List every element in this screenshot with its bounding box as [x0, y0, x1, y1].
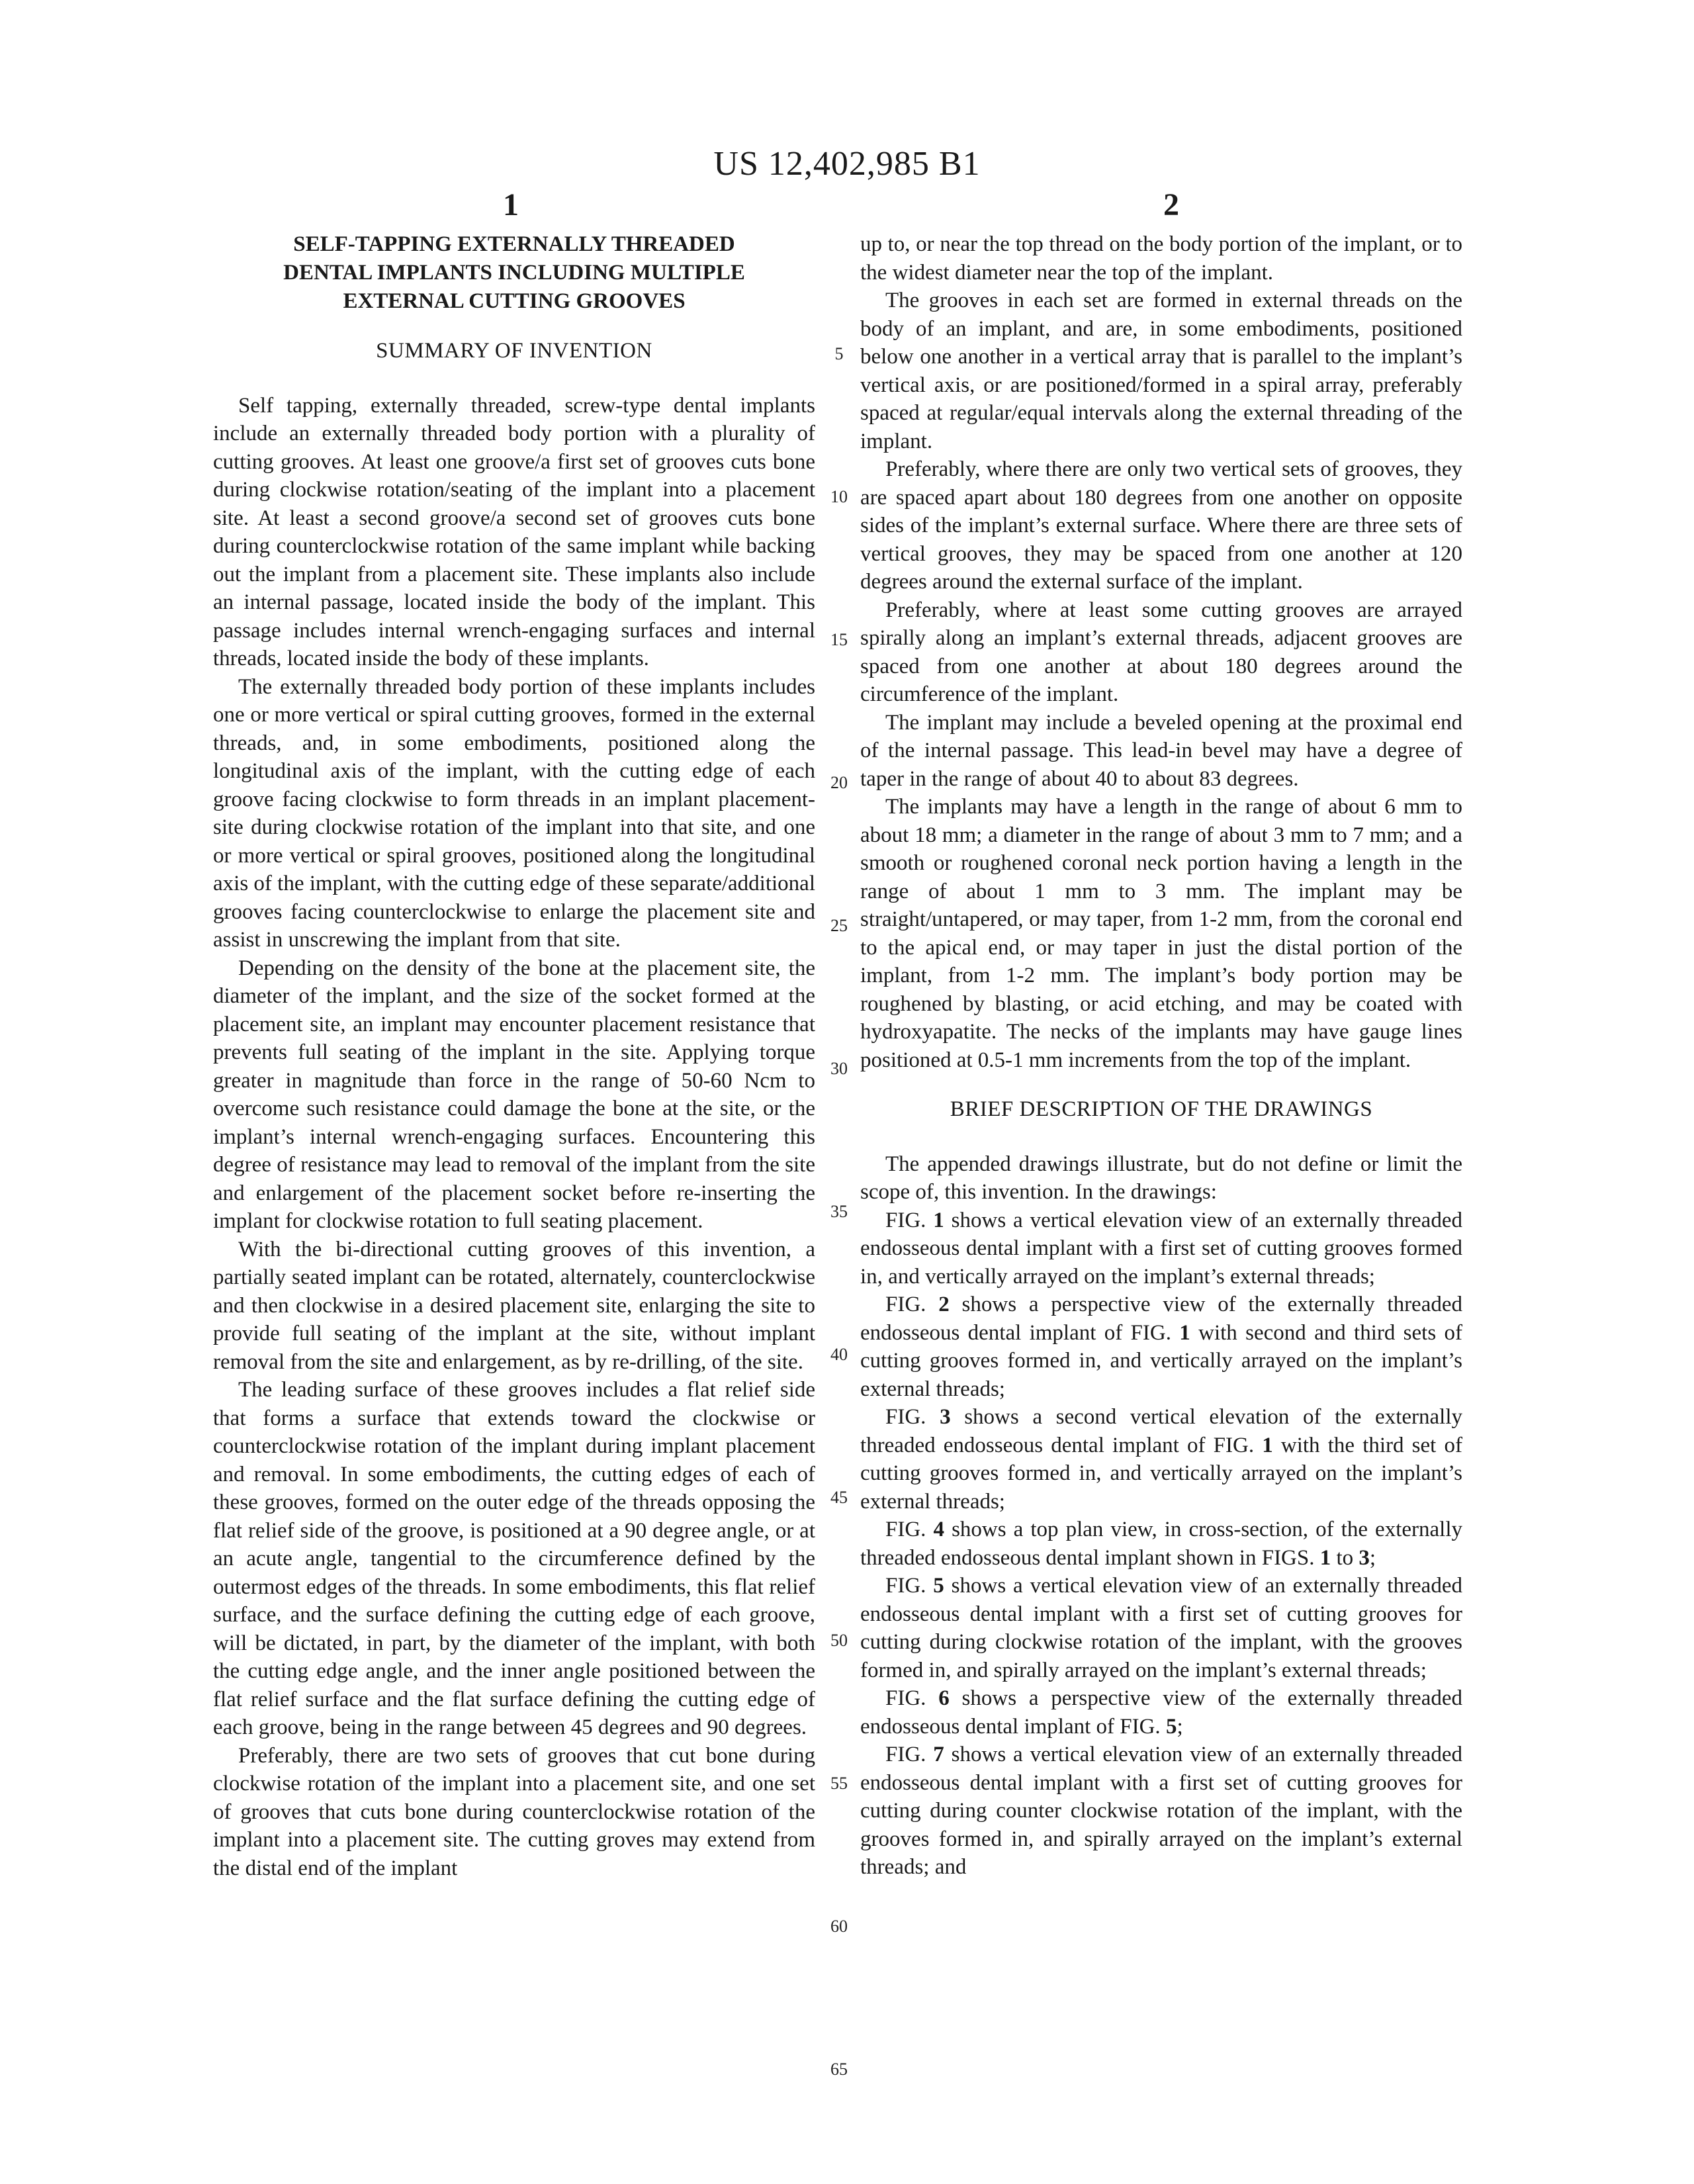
line-number: 25 — [830, 916, 848, 935]
body-paragraph: The grooves in each set are formed in external threads on the body of an implant, and are, in some embodiments, positioned below one another in a vertical array that is parallel to the implant’s vertical axis, or are positioned/formed in a spiral array, preferably spaced at regular/equal intervals along the external threading of the implant. — [860, 289, 1462, 453]
body-paragraph: Preferably, where there are only two vertical sets of grooves, they are spaced apart about 180 degrees from one another on opposite sides of the implant’s external surface. Where there are three sets of vertical grooves, they may be spaced from one another at 120 degrees around the external surface of the implant. — [860, 457, 1462, 594]
figure-description: FIG. 1 shows a vertical elevation view of an externally threaded endosseous dental implant with a first set of cutting grooves formed in, and vertically arrayed on the implant’s external threads; — [860, 1208, 1462, 1289]
right-column-number: 2 — [1163, 187, 1179, 222]
line-number: 45 — [830, 1488, 848, 1507]
document-title: SELF-TAPPING EXTERNALLY THREADED DENTAL IMPLANTS INCLUDING MULTIPLE EXTERNAL CUTTING GROOVES — [283, 232, 745, 313]
line-number: 5 — [834, 344, 844, 363]
summary-paragraph: Self tapping, externally threaded, screw-type dental implants include an externally threaded body portion with a plurality of cutting grooves. At least one groove/a first set of grooves cuts bone during clockwise rotation/seating of the implant into a placement site. At least a second groove/a second set of grooves cuts bone during counterclockwise rotation of the same implant while backing out the implant from a placement site. These implants also include an internal passage, located inside the body of the implant. This passage includes internal wrench-engaging surfaces and internal threads, located inside the body of these implants. — [213, 393, 815, 670]
drawings-intro: The appended drawings illustrate, but do not define or limit the scope of, this invention. In the drawings: — [860, 1152, 1462, 1204]
line-number: 20 — [830, 773, 848, 792]
figure-description: FIG. 3 shows a second vertical elevation of the externally threaded endosseous dental implant of FIG. 1 with the third set of cutting grooves formed in, and vertically arrayed on the implant’s external threads; — [860, 1405, 1462, 1514]
summary-paragraph: Depending on the density of the bone at the placement site, the diameter of the implant, and the size of the socket formed at the placement site, an implant may encounter placement resistance that prevents full seating of the implant in the site. Applying torque greater in magnitude than force in the range of 50-60 Ncm to overcome such resistance could damage the bone at the site, or the implant’s internal wrench-engaging surfaces. Encountering this degree of resistance may lead to removal of the implant from the site and enlargement of the placement socket before re-inserting the implant for clockwise rotation to full seating placement. — [213, 956, 815, 1233]
body-paragraph: The implants may have a length in the range of about 6 mm to about 18 mm; a diameter in the range of about 3 mm to 7 mm; and a smooth or roughened coronal neck portion having a length in the range of about 1 mm to 3 mm. The implant may be straight/untapered, or may taper, from 1-2 mm, from the coronal end to the apical end, or may taper in just the distal portion of the implant, from 1-2 mm. The implant’s body portion may be roughened by blasting, or acid etching, and may be coated with hydroxyapatite. The necks of the implants may have gauge lines positioned at 0.5-1 mm increments from the top of the implant. — [860, 795, 1462, 1072]
figure-description: FIG. 5 shows a vertical elevation view of an externally threaded endosseous dental implant with a first set of cutting grooves for cutting during clockwise rotation of the implant, with the grooves formed in, and spirally arrayed on the implant’s external threads; — [860, 1574, 1462, 1682]
summary-heading: SUMMARY OF INVENTION — [376, 339, 652, 363]
summary-paragraph: The leading surface of these grooves includes a flat relief side that forms a surface that extends toward the clockwise or counterclockwise rotation of the implant during implant placement and removal. In some embodiments, the cutting edges of each of these grooves, formed on the outer edge of the threads opposing the flat relief side of the groove, is positioned at a 90 degree angle, or at an acute angle, tangential to the circumference defined by the outermost edges of the threads. In some embodiments, this flat relief surface, and the surface defining the cutting edge of each groove, will be dictated, in part, by the diameter of the implant, with both the cutting edge angle, and the inner angle positioned between the flat relief surface and the flat surface defining the cutting edge of each groove, being in the range between 45 degrees and 90 degrees. — [213, 1378, 815, 1739]
right-column — [860, 230, 1462, 1882]
line-number: 65 — [830, 2060, 848, 2079]
line-number: 50 — [830, 1631, 848, 1650]
body-paragraph: Preferably, where at least some cutting grooves are arrayed spirally along an implant’s external threads, adjacent grooves are spaced from one another at about 180 degrees around the circumference of the implant. — [860, 598, 1462, 706]
left-column — [213, 230, 815, 1882]
drawings-heading: BRIEF DESCRIPTION OF THE DRAWINGS — [950, 1097, 1373, 1121]
figure-description: FIG. 6 shows a perspective view of the externally threaded endosseous dental implant of FIG. 5; — [860, 1686, 1463, 1739]
line-number: 40 — [830, 1345, 848, 1364]
body-paragraph: The implant may include a beveled opening at the proximal end of the internal passage. This lead-in bevel may have a degree of taper in the range of about 40 to about 83 degrees. — [860, 710, 1462, 791]
figure-description: FIG. 2 shows a perspective view of the externally threaded endosseous dental implant of FIG. 1 with second and third sets of cutting grooves formed in, and vertically arrayed on the implant’s external threads; — [860, 1293, 1463, 1401]
patent-number: US 12,402,985 B1 — [713, 145, 981, 183]
line-number: 30 — [830, 1059, 848, 1078]
summary-paragraph: Preferably, there are two sets of grooves that cut bone during clockwise rotation of the implant into a placement site, and one set of grooves that cuts bone during counterclockwise rotation of the implant into a placement site. The cutting groves may extend from the distal end of the implant — [213, 1743, 815, 1880]
line-number: 35 — [830, 1202, 848, 1221]
line-number: 60 — [830, 1917, 848, 1936]
left-column-number: 1 — [503, 187, 519, 222]
figure-description: FIG. 7 shows a vertical elevation view of an externally threaded endosseous dental implant with a first set of cutting grooves for cutting during counter clockwise rotation of the implant, with the grooves formed in, and spirally arrayed on the implant’s external threads; and — [860, 1743, 1462, 1879]
line-number: 15 — [830, 630, 848, 649]
figure-description: FIG. 4 shows a top plan view, in cross-section, of the externally threaded endosseous dental implant shown in FIGS. 1 to 3; — [860, 1518, 1462, 1570]
summary-paragraph: With the bi-directional cutting grooves of this invention, a partially seated implant can be rotated, alternately, counterclockwise and then clockwise in a desired placement site, enlarging the site to provide full seating of the implant at the site, without implant removal from the site and enlargement, as by re-drilling, of the site. — [213, 1237, 815, 1374]
line-number: 55 — [830, 1774, 848, 1793]
line-number: 10 — [830, 487, 848, 506]
summary-paragraph: The externally threaded body portion of these implants includes one or more vertical or spiral cutting grooves, formed in the external threads, and, in some embodiments, positioned along the longitudinal axis of the implant, with the cutting edge of each groove facing clockwise to form threads in an implant placement-site during clockwise rotation of the implant into that site, and one or more vertical or spiral grooves, positioned along the longitudinal axis of the implant, with the cutting edge of these separate/additional grooves facing counterclockwise to enlarge the placement site and assist in unscrewing the implant from that site. — [213, 674, 815, 952]
continued-paragraph: up to, or near the top thread on the body portion of the implant, or to the widest diameter near the top of the implant. — [860, 232, 1462, 285]
